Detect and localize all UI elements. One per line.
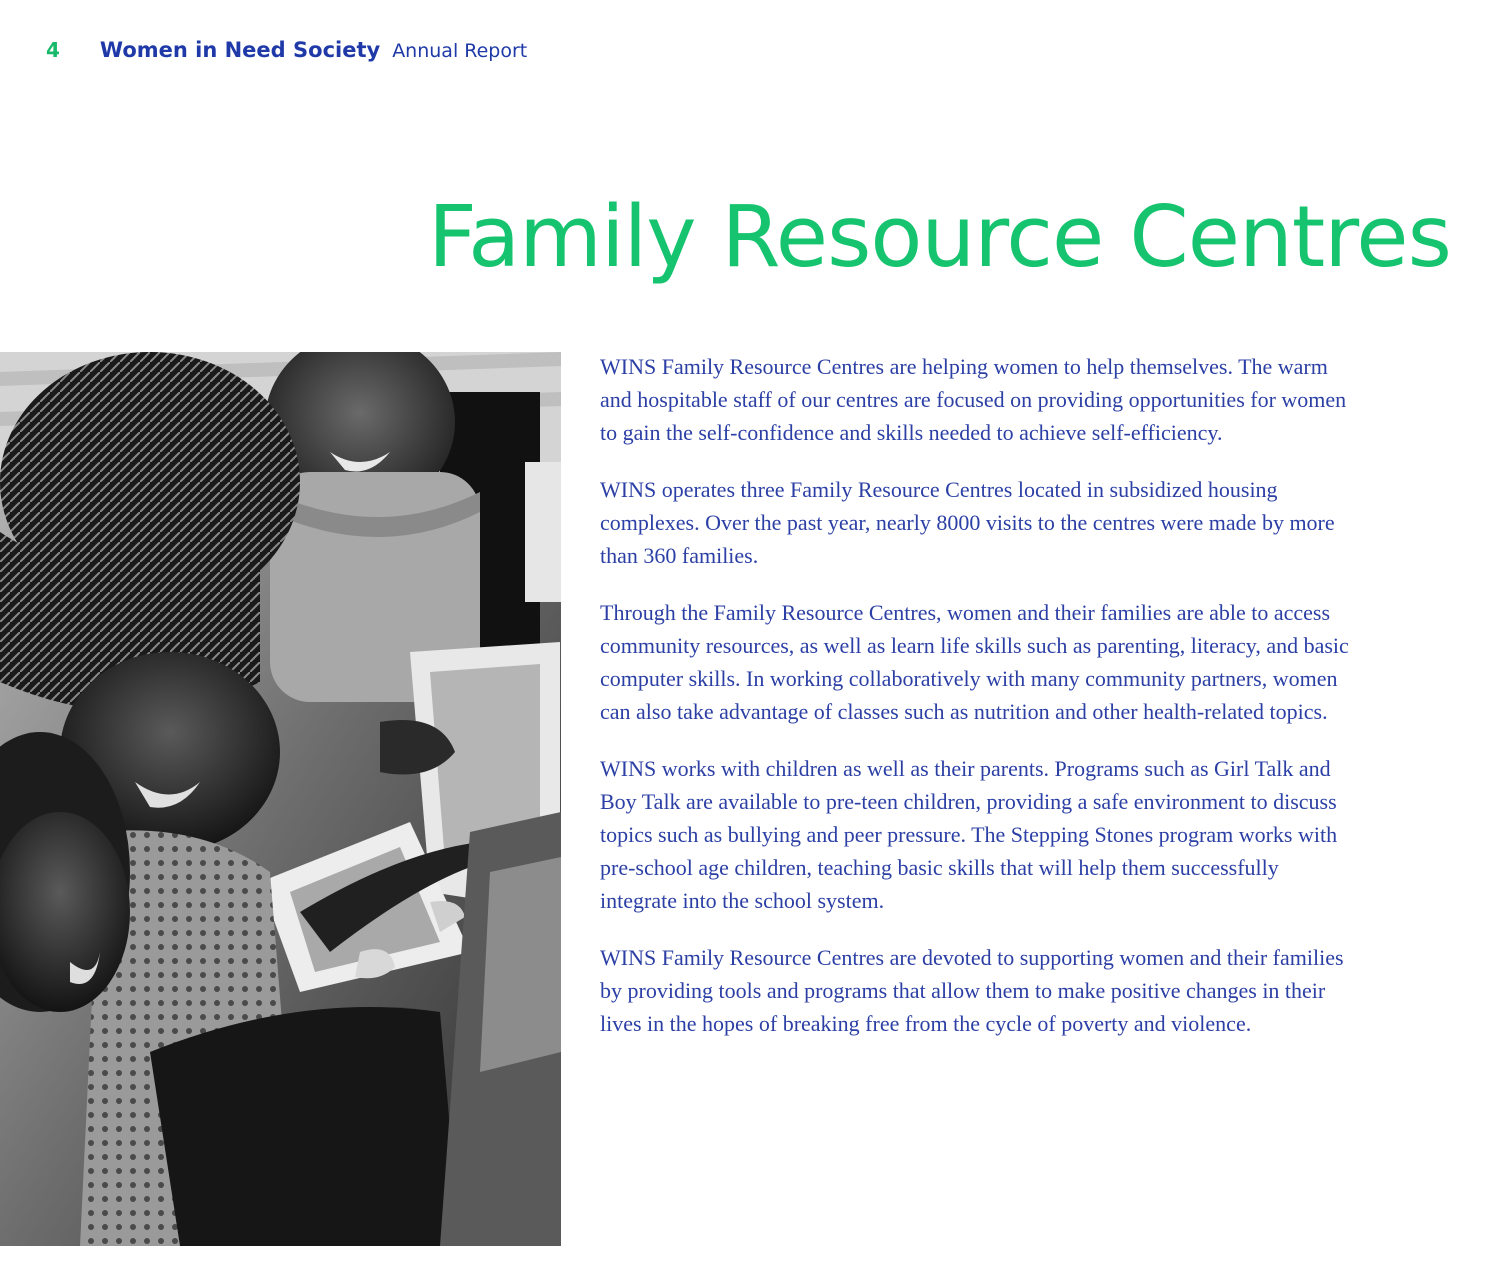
paragraph-children-programs: WINS works with children as well as their parents. Programs such as Girl Talk and Boy Talk are available to pre-teen children, providing a safe environment to discuss topics such as bullying and peer pressure. The Stepping Stones program works with pre-school age children, teaching basic skills that will help them successfully integrate into the school system. xyxy=(600,756,1338,913)
paragraph-resources: Through the Family Resource Centres, women and their families are able to access community resources, as well as learn life skills such as parenting, literacy, and basic computer skills. In working collaboratively with many community partners, women can also take advantage of classes such as nutrition and other health-related topics. xyxy=(600,600,1349,724)
report-type: Annual Report xyxy=(392,40,528,62)
organization-name: Women in Need Society xyxy=(99,38,381,62)
paragraph-intro: WINS Family Resource Centres are helping women to help themselves. The warm and hospitable staff of our centres are focused on providing opportunities for women to gain the self-confidence and skills needed to achieve self-efficiency. xyxy=(600,354,1347,445)
body-text xyxy=(600,350,1360,1064)
page-header xyxy=(46,38,527,70)
photo-children-reading xyxy=(0,352,561,1246)
paragraph-operations: WINS operates three Family Resource Centres located in subsidized housing complexes. Over the past year, nearly 8000 visits to the centres were made by more than 360 families. xyxy=(600,477,1335,568)
page-number: 4 xyxy=(46,38,60,62)
paragraph-closing: WINS Family Resource Centres are devoted to supporting women and their families by providing tools and programs that allow them to make positive changes in their lives in the hopes of breaking free from the cycle of poverty and violence. xyxy=(600,945,1344,1036)
photo-illustration xyxy=(0,352,561,1246)
page-title: Family Resource Centres xyxy=(428,188,1451,287)
